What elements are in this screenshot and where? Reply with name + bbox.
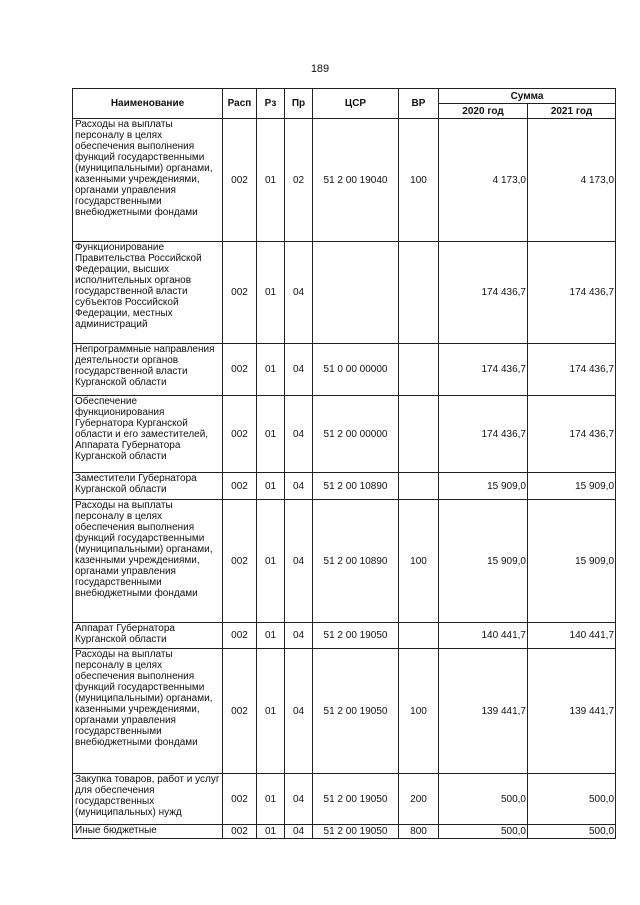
budget-table	[72, 88, 616, 839]
row-rz: 01	[257, 344, 285, 396]
row-rasp: 002	[223, 242, 257, 344]
table-row	[73, 649, 616, 774]
row-sum-2021: 174 436,7	[528, 344, 616, 396]
row-csr	[313, 242, 399, 344]
row-name: Обеспечение функционирования Губернатора Курганской области и его заместителей, Аппарата Губернатора Курганской области	[73, 396, 223, 473]
row-pr: 04	[285, 344, 313, 396]
header-sum: Сумма	[439, 89, 616, 104]
row-sum-2020: 139 441,7	[439, 649, 528, 774]
header-pr: Пр	[285, 89, 313, 119]
row-sum-2021: 139 441,7	[528, 649, 616, 774]
row-sum-2020: 15 909,0	[439, 500, 528, 623]
row-vr	[399, 344, 439, 396]
row-name: Заместители Губернатора Курганской области	[73, 473, 223, 500]
row-sum-2020: 174 436,7	[439, 396, 528, 473]
row-pr: 04	[285, 825, 313, 839]
row-name: Расходы на выплаты персоналу в целях обеспечения выполнения функций государственными (муниципальными) органами, казенными учреждениями, органами управления государственными внебюджетными фондами	[73, 500, 223, 623]
row-name: Расходы на выплаты персоналу в целях обеспечения выполнения функций государственными (муниципальными) органами, казенными учреждениями, органами управления государственными внебюджетными фондами	[73, 649, 223, 774]
row-rasp: 002	[223, 825, 257, 839]
row-sum-2020: 140 441,7	[439, 623, 528, 649]
row-vr: 800	[399, 825, 439, 839]
row-sum-2020: 500,0	[439, 825, 528, 839]
row-sum-2021: 174 436,7	[528, 396, 616, 473]
row-vr	[399, 623, 439, 649]
row-rasp: 002	[223, 774, 257, 825]
row-csr: 51 2 00 19040	[313, 119, 399, 242]
header-vr: ВР	[399, 89, 439, 119]
row-vr: 100	[399, 500, 439, 623]
row-sum-2020: 500,0	[439, 774, 528, 825]
header-rasp: Расп	[223, 89, 257, 119]
header-2020: 2020 год	[439, 104, 528, 119]
row-rz: 01	[257, 500, 285, 623]
row-sum-2021: 500,0	[528, 774, 616, 825]
row-csr: 51 2 00 19050	[313, 623, 399, 649]
row-name: Аппарат Губернатора Курганской области	[73, 623, 223, 649]
row-rasp: 002	[223, 649, 257, 774]
row-vr: 100	[399, 649, 439, 774]
row-pr: 04	[285, 774, 313, 825]
row-pr: 04	[285, 396, 313, 473]
row-sum-2021: 4 173,0	[528, 119, 616, 242]
row-csr: 51 2 00 00000	[313, 396, 399, 473]
row-sum-2021: 174 436,7	[528, 242, 616, 344]
row-pr: 04	[285, 500, 313, 623]
row-rz: 01	[257, 623, 285, 649]
row-name: Непрограммные направления деятельности органов государственной власти Курганской области	[73, 344, 223, 396]
row-csr: 51 0 00 00000	[313, 344, 399, 396]
row-name: Расходы на выплаты персоналу в целях обеспечения выполнения функций государственными (муниципальными) органами, казенными учреждениями, органами управления государственными внебюджетными фондами	[73, 119, 223, 242]
row-rasp: 002	[223, 623, 257, 649]
table-row	[73, 242, 616, 344]
row-rasp: 002	[223, 500, 257, 623]
table-row	[73, 774, 616, 825]
row-sum-2020: 174 436,7	[439, 242, 528, 344]
row-pr: 04	[285, 242, 313, 344]
row-rz: 01	[257, 242, 285, 344]
row-pr: 02	[285, 119, 313, 242]
row-name: Закупка товаров, работ и услуг для обеспечения государственных (муниципальных) нужд	[73, 774, 223, 825]
row-sum-2020: 174 436,7	[439, 344, 528, 396]
table-row	[73, 473, 616, 500]
row-rz: 01	[257, 473, 285, 500]
page-number: 189	[310, 63, 330, 75]
row-rasp: 002	[223, 473, 257, 500]
row-rasp: 002	[223, 344, 257, 396]
header-row	[73, 89, 616, 104]
row-csr: 51 2 00 10890	[313, 473, 399, 500]
row-sum-2021: 140 441,7	[528, 623, 616, 649]
row-vr	[399, 473, 439, 500]
row-name: Иные бюджетные	[73, 825, 223, 839]
header-2021: 2021 год	[528, 104, 616, 119]
row-rz: 01	[257, 119, 285, 242]
row-rz: 01	[257, 649, 285, 774]
row-csr: 51 2 00 10890	[313, 500, 399, 623]
row-vr: 200	[399, 774, 439, 825]
table-row	[73, 500, 616, 623]
table-row	[73, 396, 616, 473]
header-rz: Рз	[257, 89, 285, 119]
row-vr: 100	[399, 119, 439, 242]
table-row	[73, 623, 616, 649]
table-row	[73, 825, 616, 839]
row-csr: 51 2 00 19050	[313, 825, 399, 839]
row-sum-2021: 15 909,0	[528, 473, 616, 500]
row-rz: 01	[257, 774, 285, 825]
row-vr	[399, 242, 439, 344]
header-name: Наименование	[73, 89, 223, 119]
row-rz: 01	[257, 396, 285, 473]
row-csr: 51 2 00 19050	[313, 649, 399, 774]
row-sum-2021: 500,0	[528, 825, 616, 839]
table-row	[73, 344, 616, 396]
row-name: Функционирование Правительства Российской Федерации, высших исполнительных органов государственной власти субъектов Российской Федерации, местных администраций	[73, 242, 223, 344]
row-pr: 04	[285, 623, 313, 649]
row-sum-2020: 4 173,0	[439, 119, 528, 242]
row-csr: 51 2 00 19050	[313, 774, 399, 825]
table-body	[73, 119, 616, 839]
row-sum-2021: 15 909,0	[528, 500, 616, 623]
table-row	[73, 119, 616, 242]
row-vr	[399, 396, 439, 473]
row-sum-2020: 15 909,0	[439, 473, 528, 500]
row-pr: 04	[285, 649, 313, 774]
row-pr: 04	[285, 473, 313, 500]
row-rasp: 002	[223, 119, 257, 242]
row-rasp: 002	[223, 396, 257, 473]
row-rz: 01	[257, 825, 285, 839]
header-csr: ЦСР	[313, 89, 399, 119]
